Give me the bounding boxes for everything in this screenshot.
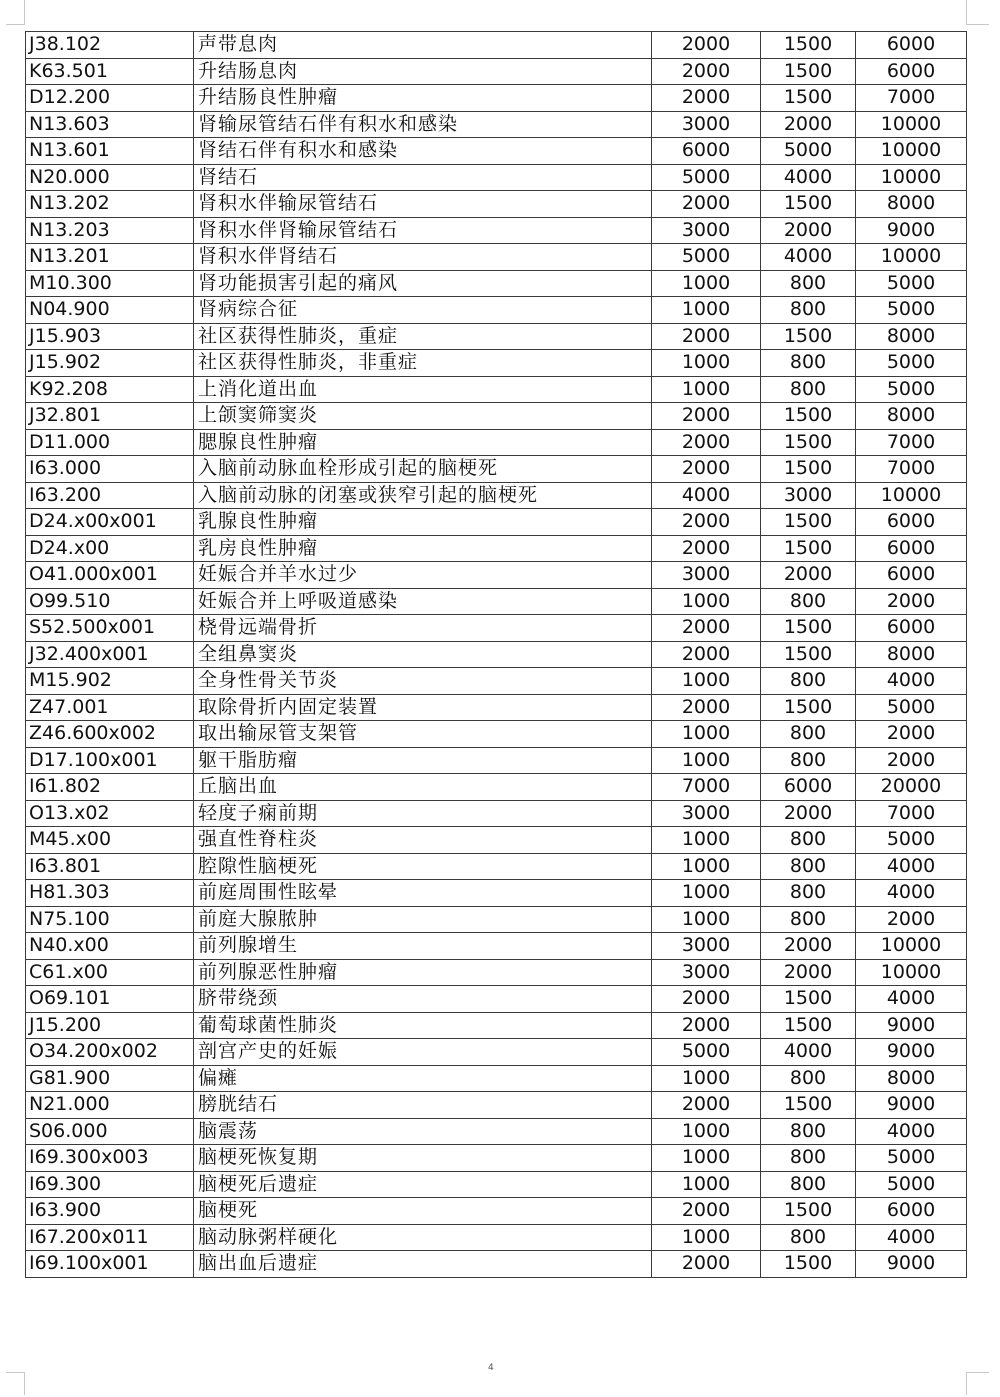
value-3-cell: 10000	[856, 244, 967, 271]
code-cell: M10.300	[26, 270, 194, 297]
diagnosis-name-cell: 肾输尿管结石伴有积水和感染	[194, 111, 652, 138]
value-3-cell: 5000	[856, 270, 967, 297]
value-2-cell: 5000	[761, 138, 856, 165]
value-3-cell: 4000	[856, 668, 967, 695]
diagnosis-name-cell: 脑梗死后遗症	[194, 1171, 652, 1198]
value-1-cell: 3000	[652, 562, 761, 589]
diagnosis-name-cell: 乳腺良性肿瘤	[194, 509, 652, 536]
code-cell: K92.208	[26, 376, 194, 403]
code-cell: O13.x02	[26, 800, 194, 827]
value-3-cell: 4000	[856, 1224, 967, 1251]
code-cell: C61.x00	[26, 959, 194, 986]
code-cell: H81.303	[26, 880, 194, 907]
value-1-cell: 1000	[652, 376, 761, 403]
table-row	[26, 111, 967, 138]
table-row	[26, 456, 967, 483]
value-1-cell: 1000	[652, 853, 761, 880]
value-2-cell: 800	[761, 1171, 856, 1198]
table-row	[26, 244, 967, 271]
value-1-cell: 1000	[652, 1224, 761, 1251]
value-2-cell: 800	[761, 297, 856, 324]
code-cell: N21.000	[26, 1092, 194, 1119]
table-row	[26, 350, 967, 377]
value-2-cell: 2000	[761, 111, 856, 138]
value-3-cell: 7000	[856, 800, 967, 827]
value-1-cell: 2000	[652, 58, 761, 85]
table-row	[26, 270, 967, 297]
value-2-cell: 3000	[761, 482, 856, 509]
value-1-cell: 3000	[652, 217, 761, 244]
table-row	[26, 85, 967, 112]
value-1-cell: 2000	[652, 986, 761, 1013]
table-row	[26, 138, 967, 165]
code-cell: N13.202	[26, 191, 194, 218]
diagnosis-name-cell: 全组鼻窦炎	[194, 641, 652, 668]
value-1-cell: 1000	[652, 906, 761, 933]
value-3-cell: 2000	[856, 588, 967, 615]
value-3-cell: 6000	[856, 58, 967, 85]
value-3-cell: 9000	[856, 1012, 967, 1039]
value-2-cell: 800	[761, 853, 856, 880]
value-2-cell: 800	[761, 1224, 856, 1251]
value-3-cell: 9000	[856, 1251, 967, 1278]
code-cell: D11.000	[26, 429, 194, 456]
code-cell: O41.000x001	[26, 562, 194, 589]
value-2-cell: 800	[761, 827, 856, 854]
diagnosis-name-cell: 入脑前动脉血栓形成引起的脑梗死	[194, 456, 652, 483]
table-row	[26, 721, 967, 748]
diagnosis-name-cell: 脐带绕颈	[194, 986, 652, 1013]
diagnosis-name-cell: 社区获得性肺炎，非重症	[194, 350, 652, 377]
value-3-cell: 9000	[856, 1039, 967, 1066]
value-1-cell: 1000	[652, 880, 761, 907]
diagnosis-name-cell: 肾积水伴肾输尿管结石	[194, 217, 652, 244]
value-3-cell: 5000	[856, 1145, 967, 1172]
value-3-cell: 2000	[856, 906, 967, 933]
value-1-cell: 1000	[652, 668, 761, 695]
diagnosis-name-cell: 前列腺增生	[194, 933, 652, 960]
table-row	[26, 1198, 967, 1225]
diagnosis-name-cell: 肾积水伴输尿管结石	[194, 191, 652, 218]
code-cell: I63.200	[26, 482, 194, 509]
diagnosis-name-cell: 轻度子痫前期	[194, 800, 652, 827]
value-3-cell: 8000	[856, 403, 967, 430]
value-3-cell: 9000	[856, 217, 967, 244]
value-2-cell: 1500	[761, 403, 856, 430]
diagnosis-name-cell: 肾功能损害引起的痛风	[194, 270, 652, 297]
diagnosis-name-cell: 取除骨折内固定装置	[194, 694, 652, 721]
value-1-cell: 3000	[652, 800, 761, 827]
value-2-cell: 2000	[761, 933, 856, 960]
diagnosis-name-cell: 前庭大腺脓肿	[194, 906, 652, 933]
value-2-cell: 1500	[761, 1092, 856, 1119]
diagnosis-name-cell: 脑动脉粥样硬化	[194, 1224, 652, 1251]
value-2-cell: 1500	[761, 641, 856, 668]
table-row	[26, 933, 967, 960]
value-3-cell: 5000	[856, 1171, 967, 1198]
value-2-cell: 1500	[761, 191, 856, 218]
value-2-cell: 1500	[761, 1198, 856, 1225]
code-cell: J15.200	[26, 1012, 194, 1039]
value-2-cell: 4000	[761, 164, 856, 191]
code-cell: D12.200	[26, 85, 194, 112]
value-1-cell: 1000	[652, 1118, 761, 1145]
value-1-cell: 5000	[652, 1039, 761, 1066]
value-1-cell: 2000	[652, 323, 761, 350]
value-3-cell: 4000	[856, 880, 967, 907]
table-row	[26, 641, 967, 668]
value-2-cell: 800	[761, 880, 856, 907]
value-1-cell: 3000	[652, 959, 761, 986]
code-cell: N13.203	[26, 217, 194, 244]
code-cell: J32.400x001	[26, 641, 194, 668]
code-cell: K63.501	[26, 58, 194, 85]
diagnosis-name-cell: 上消化道出血	[194, 376, 652, 403]
value-1-cell: 1000	[652, 747, 761, 774]
code-cell: D24.x00x001	[26, 509, 194, 536]
page-number: 4	[488, 1363, 494, 1373]
diagnosis-name-cell: 前庭周围性眩晕	[194, 880, 652, 907]
code-cell: N13.603	[26, 111, 194, 138]
diagnosis-name-cell: 腔隙性脑梗死	[194, 853, 652, 880]
value-2-cell: 800	[761, 350, 856, 377]
value-3-cell: 10000	[856, 111, 967, 138]
value-2-cell: 800	[761, 376, 856, 403]
table-row	[26, 58, 967, 85]
value-3-cell: 7000	[856, 429, 967, 456]
value-1-cell: 2000	[652, 1198, 761, 1225]
value-1-cell: 1000	[652, 1171, 761, 1198]
value-3-cell: 10000	[856, 164, 967, 191]
diagnosis-name-cell: 肾积水伴肾结石	[194, 244, 652, 271]
diagnosis-name-cell: 脑出血后遗症	[194, 1251, 652, 1278]
value-3-cell: 5000	[856, 376, 967, 403]
table-row	[26, 1145, 967, 1172]
value-3-cell: 6000	[856, 562, 967, 589]
value-1-cell: 2000	[652, 429, 761, 456]
value-1-cell: 2000	[652, 694, 761, 721]
diagnosis-name-cell: 肾病综合征	[194, 297, 652, 324]
value-3-cell: 20000	[856, 774, 967, 801]
value-3-cell: 10000	[856, 933, 967, 960]
table-row	[26, 668, 967, 695]
table-row	[26, 535, 967, 562]
table-row	[26, 959, 967, 986]
code-cell: D17.100x001	[26, 747, 194, 774]
value-3-cell: 5000	[856, 297, 967, 324]
table-row	[26, 800, 967, 827]
code-cell: J38.102	[26, 32, 194, 59]
code-cell: J32.801	[26, 403, 194, 430]
code-cell: I63.801	[26, 853, 194, 880]
diagnosis-name-cell: 社区获得性肺炎，重症	[194, 323, 652, 350]
value-2-cell: 1500	[761, 1251, 856, 1278]
diagnosis-name-cell: 丘脑出血	[194, 774, 652, 801]
value-3-cell: 4000	[856, 853, 967, 880]
diagnosis-name-cell: 脑梗死恢复期	[194, 1145, 652, 1172]
value-3-cell: 10000	[856, 482, 967, 509]
value-1-cell: 4000	[652, 482, 761, 509]
value-2-cell: 800	[761, 588, 856, 615]
value-1-cell: 2000	[652, 456, 761, 483]
diagnosis-name-cell: 葡萄球菌性肺炎	[194, 1012, 652, 1039]
value-1-cell: 2000	[652, 1012, 761, 1039]
code-cell: N13.201	[26, 244, 194, 271]
table-row	[26, 191, 967, 218]
crop-mark-top-left	[6, 0, 25, 25]
value-3-cell: 6000	[856, 32, 967, 59]
table-row	[26, 482, 967, 509]
value-2-cell: 2000	[761, 800, 856, 827]
value-1-cell: 2000	[652, 85, 761, 112]
value-1-cell: 2000	[652, 509, 761, 536]
value-2-cell: 800	[761, 270, 856, 297]
code-cell: I63.000	[26, 456, 194, 483]
table-row	[26, 588, 967, 615]
value-2-cell: 1500	[761, 986, 856, 1013]
value-1-cell: 2000	[652, 1251, 761, 1278]
code-cell: M45.x00	[26, 827, 194, 854]
table-row	[26, 323, 967, 350]
table-row	[26, 694, 967, 721]
value-2-cell: 1500	[761, 615, 856, 642]
table-row	[26, 986, 967, 1013]
value-2-cell: 1500	[761, 535, 856, 562]
value-1-cell: 5000	[652, 164, 761, 191]
value-1-cell: 1000	[652, 588, 761, 615]
crop-mark-top-right	[966, 0, 989, 25]
value-2-cell: 2000	[761, 959, 856, 986]
table-row	[26, 827, 967, 854]
value-3-cell: 8000	[856, 1065, 967, 1092]
value-3-cell: 7000	[856, 85, 967, 112]
table-row	[26, 1118, 967, 1145]
diagnosis-name-cell: 偏瘫	[194, 1065, 652, 1092]
value-3-cell: 4000	[856, 986, 967, 1013]
value-1-cell: 2000	[652, 32, 761, 59]
diagnosis-name-cell: 强直性脊柱炎	[194, 827, 652, 854]
diagnosis-name-cell: 全身性骨关节炎	[194, 668, 652, 695]
table-row	[26, 906, 967, 933]
value-3-cell: 6000	[856, 535, 967, 562]
value-3-cell: 7000	[856, 456, 967, 483]
value-1-cell: 7000	[652, 774, 761, 801]
value-2-cell: 1500	[761, 323, 856, 350]
code-cell: S06.000	[26, 1118, 194, 1145]
value-1-cell: 1000	[652, 1145, 761, 1172]
table-row	[26, 1039, 967, 1066]
diagnosis-name-cell: 妊娠合并上呼吸道感染	[194, 588, 652, 615]
table-row	[26, 429, 967, 456]
value-1-cell: 1000	[652, 1065, 761, 1092]
diagnosis-name-cell: 入脑前动脉的闭塞或狭窄引起的脑梗死	[194, 482, 652, 509]
diagnosis-name-cell: 妊娠合并羊水过少	[194, 562, 652, 589]
value-3-cell: 2000	[856, 747, 967, 774]
value-1-cell: 2000	[652, 535, 761, 562]
code-cell: O69.101	[26, 986, 194, 1013]
value-2-cell: 800	[761, 906, 856, 933]
value-2-cell: 4000	[761, 244, 856, 271]
diagnosis-name-cell: 脑震荡	[194, 1118, 652, 1145]
table-row	[26, 853, 967, 880]
diagnosis-name-cell: 前列腺恶性肿瘤	[194, 959, 652, 986]
code-cell: M15.902	[26, 668, 194, 695]
value-1-cell: 1000	[652, 721, 761, 748]
diagnosis-name-cell: 乳房良性肿瘤	[194, 535, 652, 562]
value-2-cell: 800	[761, 1145, 856, 1172]
table-row	[26, 1012, 967, 1039]
crop-mark-bottom-left	[6, 1372, 25, 1395]
table-row	[26, 509, 967, 536]
code-cell: N13.601	[26, 138, 194, 165]
value-1-cell: 1000	[652, 350, 761, 377]
value-2-cell: 4000	[761, 1039, 856, 1066]
diagnosis-name-cell: 桡骨远端骨折	[194, 615, 652, 642]
code-cell: I61.802	[26, 774, 194, 801]
value-1-cell: 6000	[652, 138, 761, 165]
code-cell: N20.000	[26, 164, 194, 191]
table-row	[26, 1224, 967, 1251]
value-2-cell: 1500	[761, 456, 856, 483]
code-cell: G81.900	[26, 1065, 194, 1092]
diagnosis-name-cell: 升结肠息肉	[194, 58, 652, 85]
code-cell: I69.300	[26, 1171, 194, 1198]
table-row	[26, 562, 967, 589]
value-1-cell: 2000	[652, 641, 761, 668]
value-2-cell: 1500	[761, 694, 856, 721]
value-3-cell: 6000	[856, 509, 967, 536]
value-3-cell: 9000	[856, 1092, 967, 1119]
crop-mark-bottom-right	[966, 1372, 989, 1395]
code-cell: N75.100	[26, 906, 194, 933]
diagnosis-table	[25, 31, 967, 1278]
code-cell: D24.x00	[26, 535, 194, 562]
table-row	[26, 297, 967, 324]
table-row	[26, 376, 967, 403]
value-2-cell: 1500	[761, 1012, 856, 1039]
value-3-cell: 10000	[856, 959, 967, 986]
value-2-cell: 2000	[761, 217, 856, 244]
code-cell: N04.900	[26, 297, 194, 324]
value-1-cell: 2000	[652, 191, 761, 218]
value-2-cell: 2000	[761, 562, 856, 589]
value-3-cell: 10000	[856, 138, 967, 165]
value-3-cell: 5000	[856, 350, 967, 377]
table-row	[26, 217, 967, 244]
value-1-cell: 3000	[652, 111, 761, 138]
value-1-cell: 1000	[652, 297, 761, 324]
table-row	[26, 747, 967, 774]
value-1-cell: 1000	[652, 827, 761, 854]
value-2-cell: 800	[761, 1065, 856, 1092]
code-cell: I69.100x001	[26, 1251, 194, 1278]
diagnosis-name-cell: 上颌窦筛窦炎	[194, 403, 652, 430]
value-3-cell: 8000	[856, 323, 967, 350]
value-2-cell: 1500	[761, 509, 856, 536]
table-row	[26, 164, 967, 191]
value-1-cell: 2000	[652, 1092, 761, 1119]
code-cell: J15.902	[26, 350, 194, 377]
value-2-cell: 800	[761, 1118, 856, 1145]
diagnosis-name-cell: 躯干脂肪瘤	[194, 747, 652, 774]
table-row	[26, 1171, 967, 1198]
diagnosis-name-cell: 声带息肉	[194, 32, 652, 59]
value-1-cell: 3000	[652, 933, 761, 960]
code-cell: J15.903	[26, 323, 194, 350]
value-1-cell: 5000	[652, 244, 761, 271]
value-2-cell: 800	[761, 668, 856, 695]
value-2-cell: 800	[761, 747, 856, 774]
table-row	[26, 1092, 967, 1119]
value-3-cell: 5000	[856, 694, 967, 721]
code-cell: I67.200x011	[26, 1224, 194, 1251]
value-2-cell: 1500	[761, 85, 856, 112]
value-1-cell: 1000	[652, 270, 761, 297]
diagnosis-name-cell: 肾结石	[194, 164, 652, 191]
diagnosis-name-cell: 膀胱结石	[194, 1092, 652, 1119]
code-cell: S52.500x001	[26, 615, 194, 642]
value-3-cell: 5000	[856, 827, 967, 854]
code-cell: N40.x00	[26, 933, 194, 960]
value-3-cell: 8000	[856, 191, 967, 218]
diagnosis-name-cell: 剖宫产史的妊娠	[194, 1039, 652, 1066]
diagnosis-name-cell: 肾结石伴有积水和感染	[194, 138, 652, 165]
value-3-cell: 6000	[856, 615, 967, 642]
code-cell: Z46.600x002	[26, 721, 194, 748]
value-2-cell: 1500	[761, 429, 856, 456]
code-cell: Z47.001	[26, 694, 194, 721]
value-3-cell: 8000	[856, 641, 967, 668]
diagnosis-name-cell: 取出输尿管支架管	[194, 721, 652, 748]
value-2-cell: 1500	[761, 58, 856, 85]
value-1-cell: 2000	[652, 403, 761, 430]
diagnosis-table-body	[26, 32, 967, 1278]
code-cell: O34.200x002	[26, 1039, 194, 1066]
diagnosis-name-cell: 脑梗死	[194, 1198, 652, 1225]
value-1-cell: 2000	[652, 615, 761, 642]
value-2-cell: 1500	[761, 32, 856, 59]
value-3-cell: 4000	[856, 1118, 967, 1145]
code-cell: O99.510	[26, 588, 194, 615]
table-row	[26, 32, 967, 59]
diagnosis-name-cell: 腮腺良性肿瘤	[194, 429, 652, 456]
table-row	[26, 880, 967, 907]
table-row	[26, 1251, 967, 1278]
table-row	[26, 1065, 967, 1092]
diagnosis-name-cell: 升结肠良性肿瘤	[194, 85, 652, 112]
table-row	[26, 403, 967, 430]
code-cell: I69.300x003	[26, 1145, 194, 1172]
value-2-cell: 6000	[761, 774, 856, 801]
value-2-cell: 800	[761, 721, 856, 748]
value-3-cell: 6000	[856, 1198, 967, 1225]
code-cell: I63.900	[26, 1198, 194, 1225]
table-row	[26, 774, 967, 801]
table-row	[26, 615, 967, 642]
value-3-cell: 2000	[856, 721, 967, 748]
